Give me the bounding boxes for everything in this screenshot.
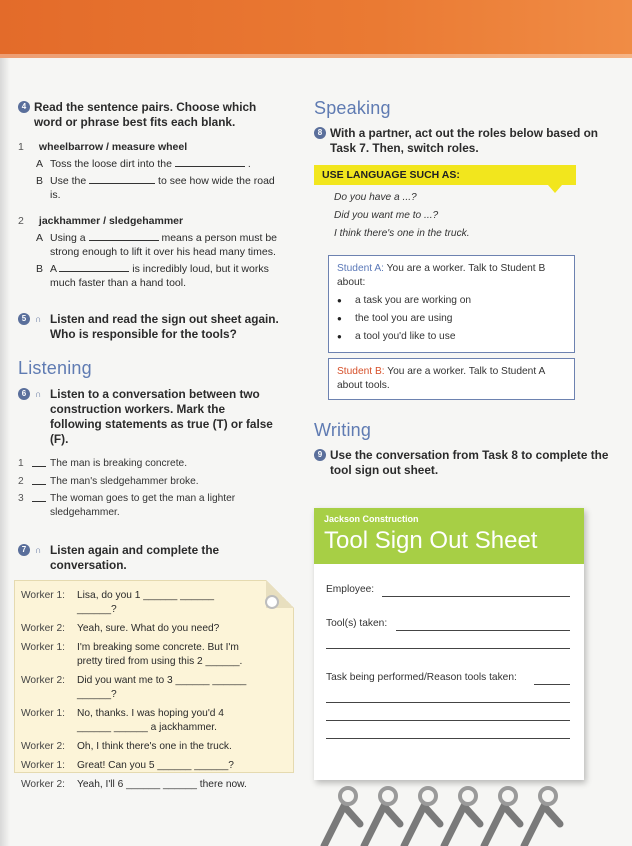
student-a-card bbox=[328, 255, 575, 353]
task-5 bbox=[18, 312, 280, 342]
page-binding-edge bbox=[0, 58, 10, 846]
line-text: Did you want me to 3 ______ ______ ______? bbox=[77, 675, 247, 700]
employee-label: Employee: bbox=[326, 584, 375, 595]
task-instruction: Listen again and complete the conversation. bbox=[50, 543, 220, 572]
option-letter: B bbox=[36, 263, 44, 275]
student-b-label: Student B: bbox=[337, 366, 385, 377]
dialogue-line bbox=[21, 707, 255, 735]
item-number: 1 bbox=[18, 141, 24, 153]
sheet-title: Tool Sign Out Sheet bbox=[324, 527, 538, 554]
student-b-text: You are a worker. Talk to Student A about tools. bbox=[337, 366, 545, 391]
statement-row bbox=[18, 492, 280, 519]
tool-sign-out-sheet bbox=[314, 508, 584, 780]
tools-taken-field-2[interactable] bbox=[326, 648, 570, 649]
option-after: to see how wide the road is. bbox=[50, 175, 275, 201]
dialogue-line bbox=[21, 740, 255, 754]
option-letter: A bbox=[36, 232, 44, 244]
dialogue-line bbox=[21, 589, 255, 617]
phrase: Did you want me to ...? bbox=[334, 210, 439, 221]
student-b-card bbox=[328, 358, 575, 400]
speaker: Worker 1: bbox=[21, 642, 65, 653]
task-reason-field[interactable] bbox=[534, 684, 570, 685]
line-text: I'm breaking some concrete. But I'm pretty tired from using this 2 ______. bbox=[77, 642, 243, 667]
task-reason-field-4[interactable] bbox=[326, 738, 570, 739]
topic-item: ● a task you are working on bbox=[337, 292, 566, 310]
option-text: Toss the loose dirt into the bbox=[50, 158, 172, 170]
task-9 bbox=[314, 448, 610, 478]
use-language-box bbox=[314, 165, 576, 243]
speaker: Worker 2: bbox=[21, 623, 65, 634]
employee-field[interactable] bbox=[382, 596, 570, 597]
line-text: Lisa, do you 1 ______ ______ ______? bbox=[77, 590, 215, 615]
option-after: . bbox=[247, 158, 251, 170]
option-1a bbox=[36, 157, 280, 171]
option-2a bbox=[36, 231, 280, 259]
option-letter: B bbox=[36, 175, 44, 187]
top-color-band bbox=[0, 0, 632, 58]
item-number: 2 bbox=[18, 215, 24, 227]
word-pair: jackhammer / sledgehammer bbox=[38, 215, 184, 227]
pair-item-1 bbox=[18, 140, 280, 154]
line-text: Great! Can you 5 ______ ______? bbox=[77, 760, 234, 771]
statement-row bbox=[18, 475, 280, 489]
phrase: I think there's one in the truck. bbox=[334, 228, 470, 239]
wrench-pattern-illustration bbox=[318, 782, 578, 846]
dialogue-card bbox=[14, 580, 294, 790]
sheet-header bbox=[314, 508, 584, 564]
task-reason-field-2[interactable] bbox=[326, 702, 570, 703]
statement-number: 1 bbox=[18, 458, 24, 469]
statement-row bbox=[18, 457, 280, 471]
line-text: Yeah, I'll 6 ______ ______ there now. bbox=[77, 779, 247, 790]
statement-number: 2 bbox=[18, 475, 24, 487]
speaker: Worker 1: bbox=[21, 708, 65, 719]
task-instruction: Listen and read the sign out sheet again. Who is responsible for the tools? bbox=[50, 312, 279, 341]
task-6 bbox=[18, 387, 280, 447]
student-a-text: You are a worker. Talk to Student B about: bbox=[337, 263, 546, 288]
true-false-list bbox=[18, 457, 280, 519]
option-1b bbox=[36, 174, 280, 202]
section-title-writing: Writing bbox=[314, 420, 372, 440]
task-instruction: With a partner, act out the roles below based on Task 7. Then, switch roles. bbox=[330, 126, 598, 155]
tag-ring-icon bbox=[265, 595, 279, 609]
pair-item-2 bbox=[18, 214, 280, 228]
option-after: means a person must be strong enough to lift it over his head many times. bbox=[50, 232, 278, 258]
task-number-badge: 6 bbox=[18, 388, 30, 400]
option-text: Use the bbox=[50, 175, 87, 187]
task-number-badge: 9 bbox=[314, 449, 326, 461]
speaker: Worker 2: bbox=[21, 779, 65, 790]
speaker: Worker 1: bbox=[21, 590, 65, 601]
speaker: Worker 2: bbox=[21, 675, 65, 686]
option-after: is incredibly loud, but it works much faster than a hand tool. bbox=[50, 263, 269, 289]
dialogue-line bbox=[21, 778, 255, 792]
dialogue-line bbox=[21, 622, 255, 636]
dialogue-line bbox=[21, 759, 255, 773]
task-number-badge: 4 bbox=[18, 101, 30, 113]
headphones-icon: ∩ bbox=[35, 389, 42, 399]
student-a-label: Student A: bbox=[337, 263, 385, 274]
task-8 bbox=[314, 126, 610, 156]
line-text: Oh, I think there's one in the truck. bbox=[77, 741, 232, 752]
statement-text: The man's sledgehammer broke. bbox=[50, 475, 199, 487]
headphones-icon: ∩ bbox=[35, 545, 42, 555]
answer-blank[interactable] bbox=[175, 158, 245, 167]
option-2b bbox=[36, 262, 280, 290]
speaker: Worker 2: bbox=[21, 741, 65, 752]
dialogue-line bbox=[21, 674, 255, 702]
left-column bbox=[18, 100, 280, 573]
task-number-badge: 5 bbox=[18, 313, 30, 325]
task-instruction: Use the conversation from Task 8 to complete the tool sign out sheet. bbox=[330, 448, 609, 477]
option-text: A bbox=[50, 263, 57, 275]
topic-item: ● the tool you are using bbox=[337, 310, 566, 328]
true-false-blank[interactable] bbox=[32, 475, 46, 485]
statement-text: The woman goes to get the man a lighter sledgehammer. bbox=[50, 493, 236, 518]
task-instruction: Listen to a conversation between two construction workers. Mark the following statements as true (T) or false (F). bbox=[50, 387, 273, 446]
answer-blank[interactable] bbox=[89, 232, 159, 241]
true-false-blank[interactable] bbox=[32, 492, 46, 502]
headphones-icon: ∩ bbox=[35, 314, 42, 324]
line-text: Yeah, sure. What do you need? bbox=[77, 623, 220, 634]
true-false-blank[interactable] bbox=[32, 457, 46, 467]
answer-blank[interactable] bbox=[59, 263, 129, 272]
task-7 bbox=[18, 543, 280, 573]
section-title-speaking: Speaking bbox=[314, 98, 391, 118]
tools-taken-field[interactable] bbox=[396, 630, 570, 631]
task-number-badge: 7 bbox=[18, 544, 30, 556]
topic-item: ● a tool you'd like to use bbox=[337, 328, 566, 346]
topic-list bbox=[337, 292, 566, 346]
option-letter: A bbox=[36, 158, 44, 170]
task-reason-field-3[interactable] bbox=[326, 720, 570, 721]
answer-blank[interactable] bbox=[89, 175, 155, 184]
use-language-label: USE LANGUAGE SUCH AS: bbox=[314, 165, 576, 185]
task-4 bbox=[18, 100, 280, 290]
company-name: Jackson Construction bbox=[324, 514, 419, 524]
task-reason-label: Task being performed/Reason tools taken: bbox=[326, 672, 517, 683]
task-number-badge: 8 bbox=[314, 127, 326, 139]
writing-section bbox=[314, 420, 610, 478]
line-text: No, thanks. I was hoping you'd 4 ______ ______ a jackhammer. bbox=[77, 708, 224, 733]
speaker: Worker 1: bbox=[21, 760, 65, 771]
phrase: Do you have a ...? bbox=[334, 192, 417, 203]
dialogue-line bbox=[21, 641, 255, 669]
section-title-listening: Listening bbox=[18, 358, 92, 378]
statement-number: 3 bbox=[18, 493, 24, 504]
statement-text: The man is breaking concrete. bbox=[50, 458, 188, 469]
task-instruction: Read the sentence pairs. Choose which word or phrase best fits each blank. bbox=[34, 100, 257, 129]
right-column bbox=[314, 98, 610, 156]
option-text: Using a bbox=[50, 232, 86, 244]
tools-taken-label: Tool(s) taken: bbox=[326, 618, 388, 629]
word-pair: wheelbarrow / measure wheel bbox=[38, 141, 188, 153]
